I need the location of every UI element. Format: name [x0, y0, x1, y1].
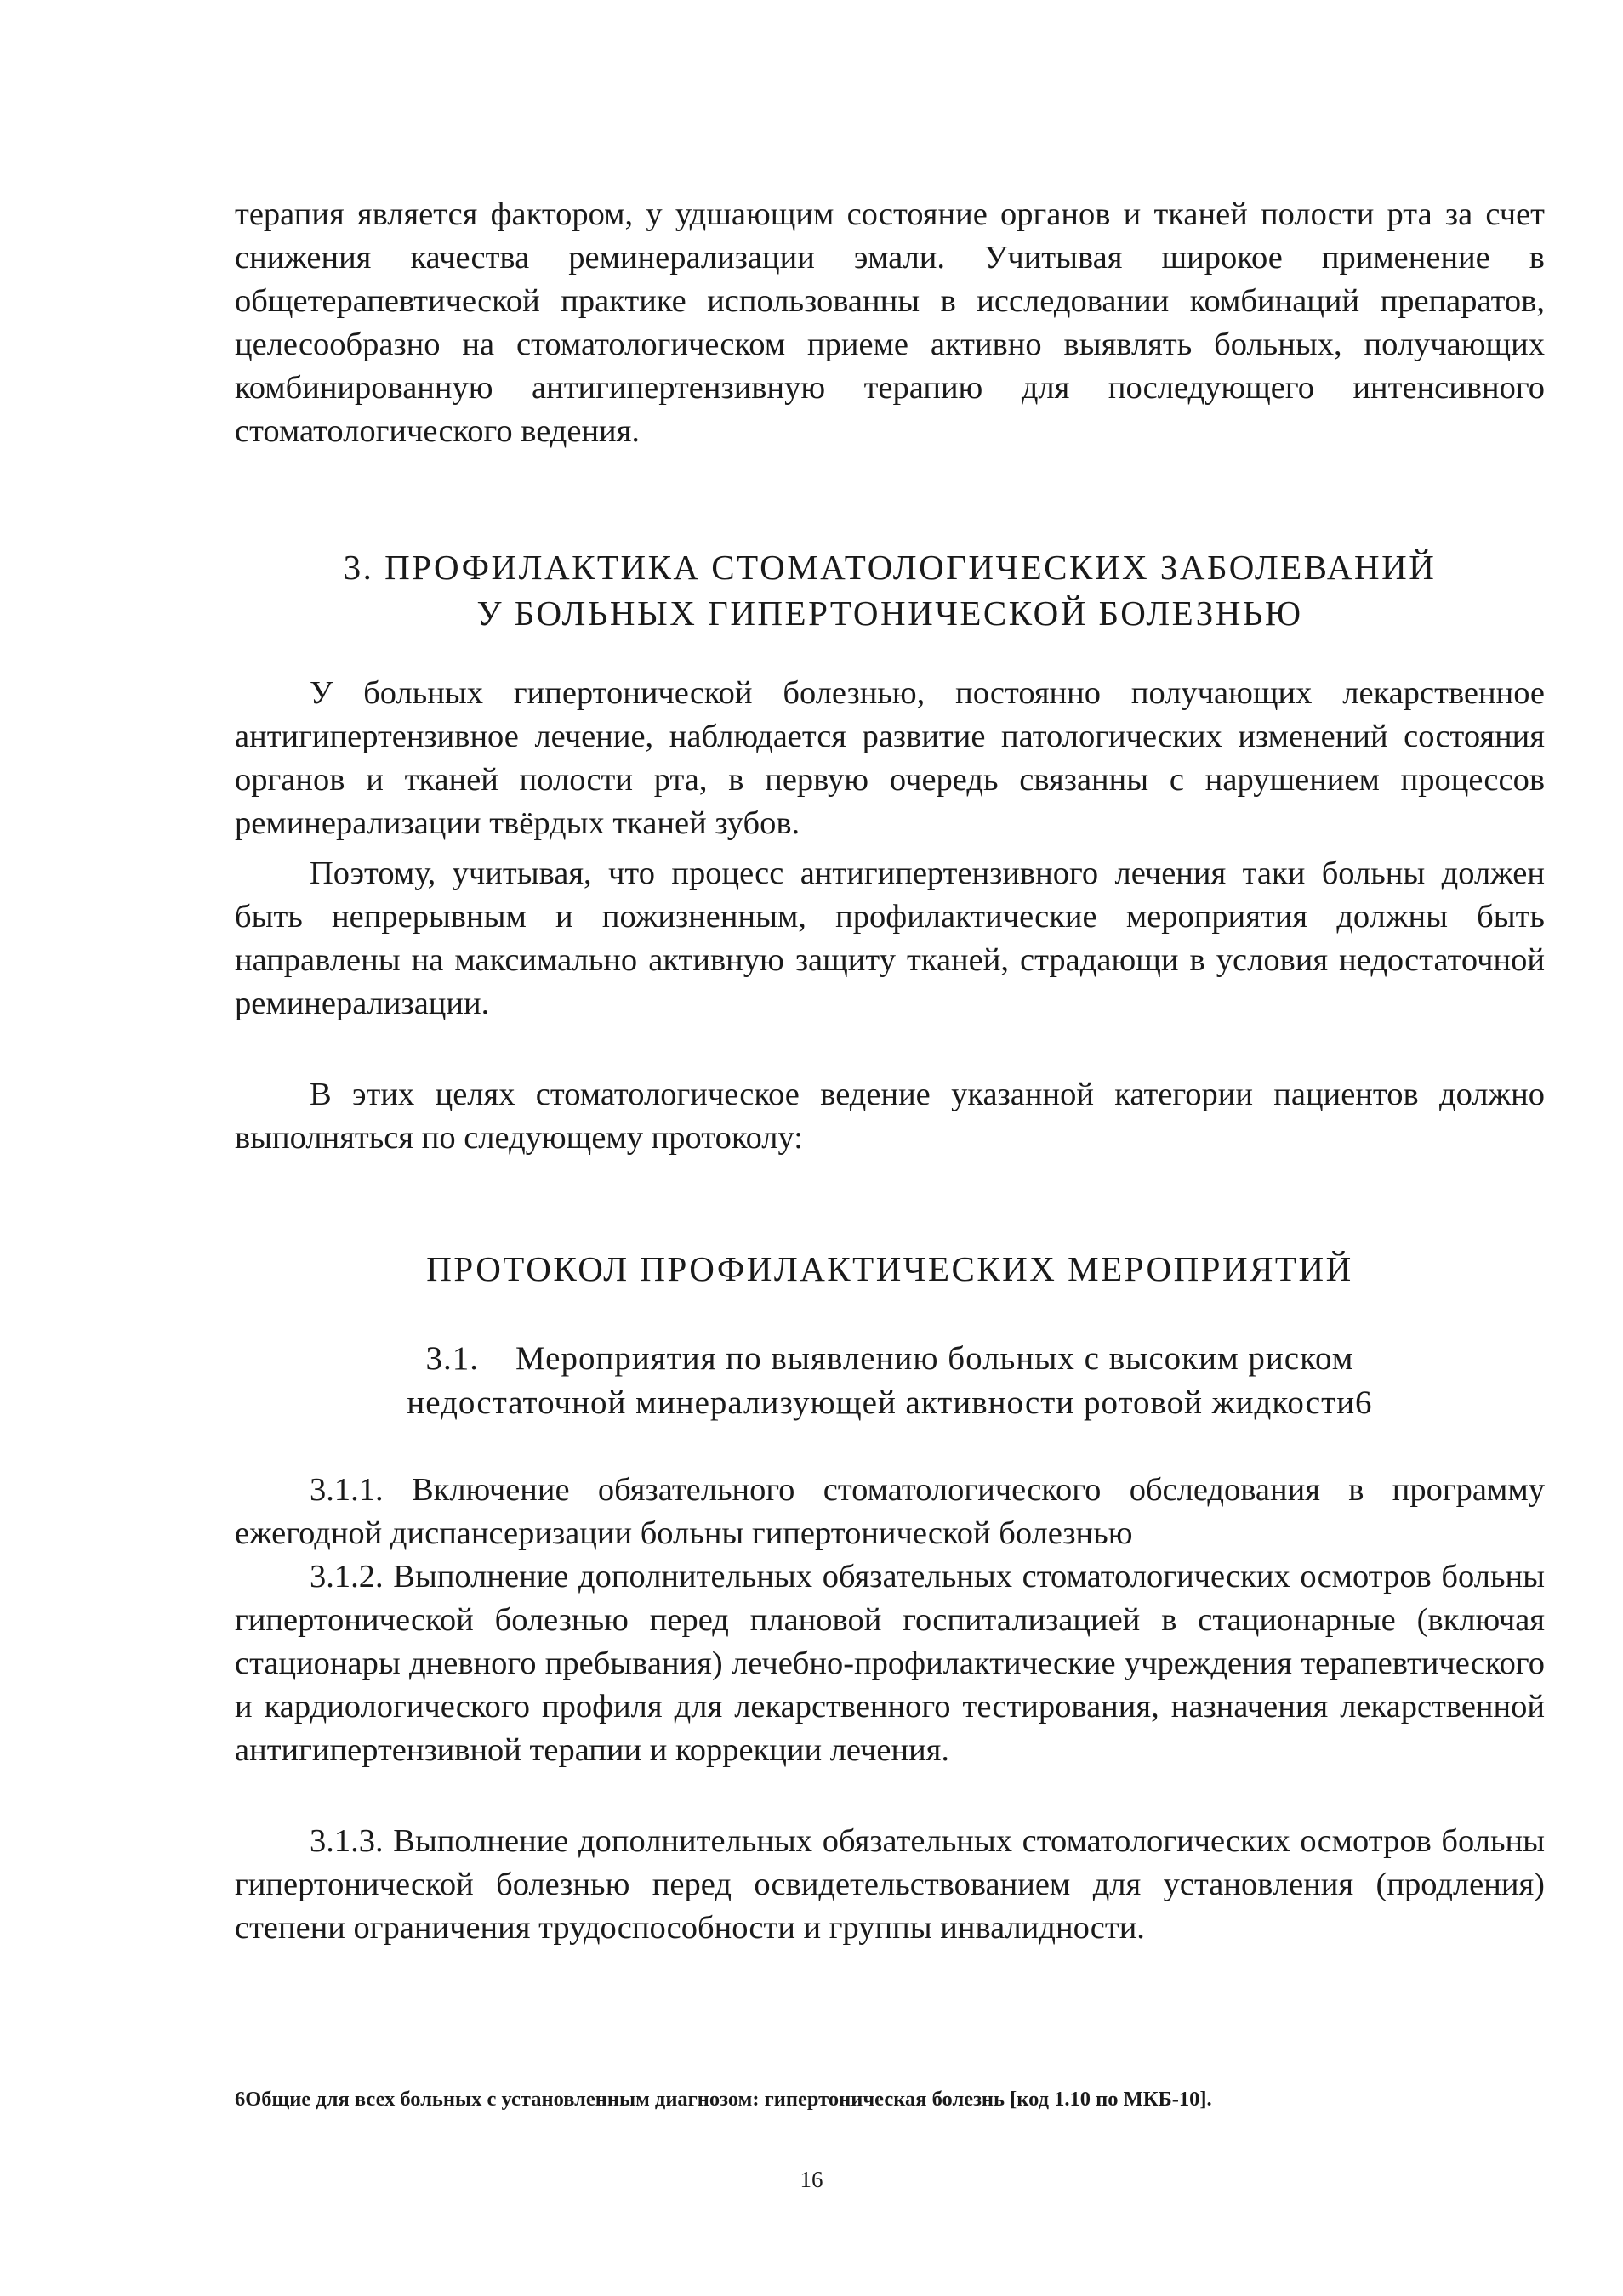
protocol-heading: ПРОТОКОЛ ПРОФИЛАКТИЧЕСКИХ МЕРОПРИЯТИЙ [426, 1249, 1353, 1288]
protocol-item-3-1-1: 3.1.1. Включение обязательного стоматологического обследования в программу ежегодной диспансеризации больны гипертонической болезнью [235, 1472, 1545, 1551]
intro-paragraph: терапия является фактором, у удшающим состояние органов и тканей полости рта за счет снижения качества реминерализации эмали. Учитывая широкое применение в общетерапевтической практике использованны в исследовании комбинаций препаратов, целесообразно на стоматологическом приеме активно выявлять больных, получающих комбинированную антигипертензивную терапию для последующего интенсивного стоматологического ведения. [235, 196, 1545, 449]
section-3-paragraph-3: В этих целях стоматологическое ведение указанной категории пациентов должно выполняться по следующему протоколу: [235, 1077, 1545, 1156]
page-number: 16 [800, 2167, 823, 2192]
protocol-item-3-1-3: 3.1.3. Выполнение дополнительных обязательных стоматологических осмотров больны гипертонической болезнью перед освидетельствованием для установления (продления) степени ограничения трудоспособности и группы инвалидности. [235, 1823, 1545, 1946]
protocol-subheading [235, 1337, 1545, 1425]
protocol-subheading-line-2: недостаточной минерализующей активности ротовой жидкости6 [407, 1384, 1373, 1421]
section-3-heading [235, 544, 1545, 636]
footnote: 6Общие для всех больных с установленным диагнозом: гипертоническая болезнь [код 1.10 по МКБ-10]. [235, 2088, 1212, 2111]
section-3-paragraph-2: Поэтому, учитывая, что процесс антигипертензивного лечения таки больны должен быть непрерывным и пожизненным, профилактические мероприятия должны быть направлены на максимально активную защиту тканей, страдающи в условия недостаточной реминерализации. [235, 855, 1545, 1021]
protocol-item-3-1-2: 3.1.2. Выполнение дополнительных обязательных стоматологических осмотров больны гипертонической болезнью перед плановой госпитализацией в стационарные (включая стационары дневного пребывания) лечебно-профилактические учреждения терапевтического и кардиологического профиля для лекарственного тестирования, назначения лекарственной антигипертензивной терапии и коррекции лечения. [235, 1559, 1545, 1768]
section-3-heading-line-1: 3. ПРОФИЛАКТИКА СТОМАТОЛОГИЧЕСКИХ ЗАБОЛЕВАНИЙ [343, 548, 1437, 587]
section-3-heading-line-2: У БОЛЬНЫХ ГИПЕРТОНИЧЕСКОЙ БОЛЕЗНЬЮ [476, 594, 1303, 633]
section-3-paragraph-1: У больных гипертонической болезнью, постоянно получающих лекарственное антигипертензивное лечение, наблюдается развитие патологических изменений состояния органов и тканей полости рта, в первую очередь связанны с нарушением процессов реминерализации твёрдых тканей зубов. [235, 675, 1545, 841]
protocol-subheading-line-1: 3.1. Мероприятия по выявлению больных с высоким риском [425, 1340, 1354, 1377]
